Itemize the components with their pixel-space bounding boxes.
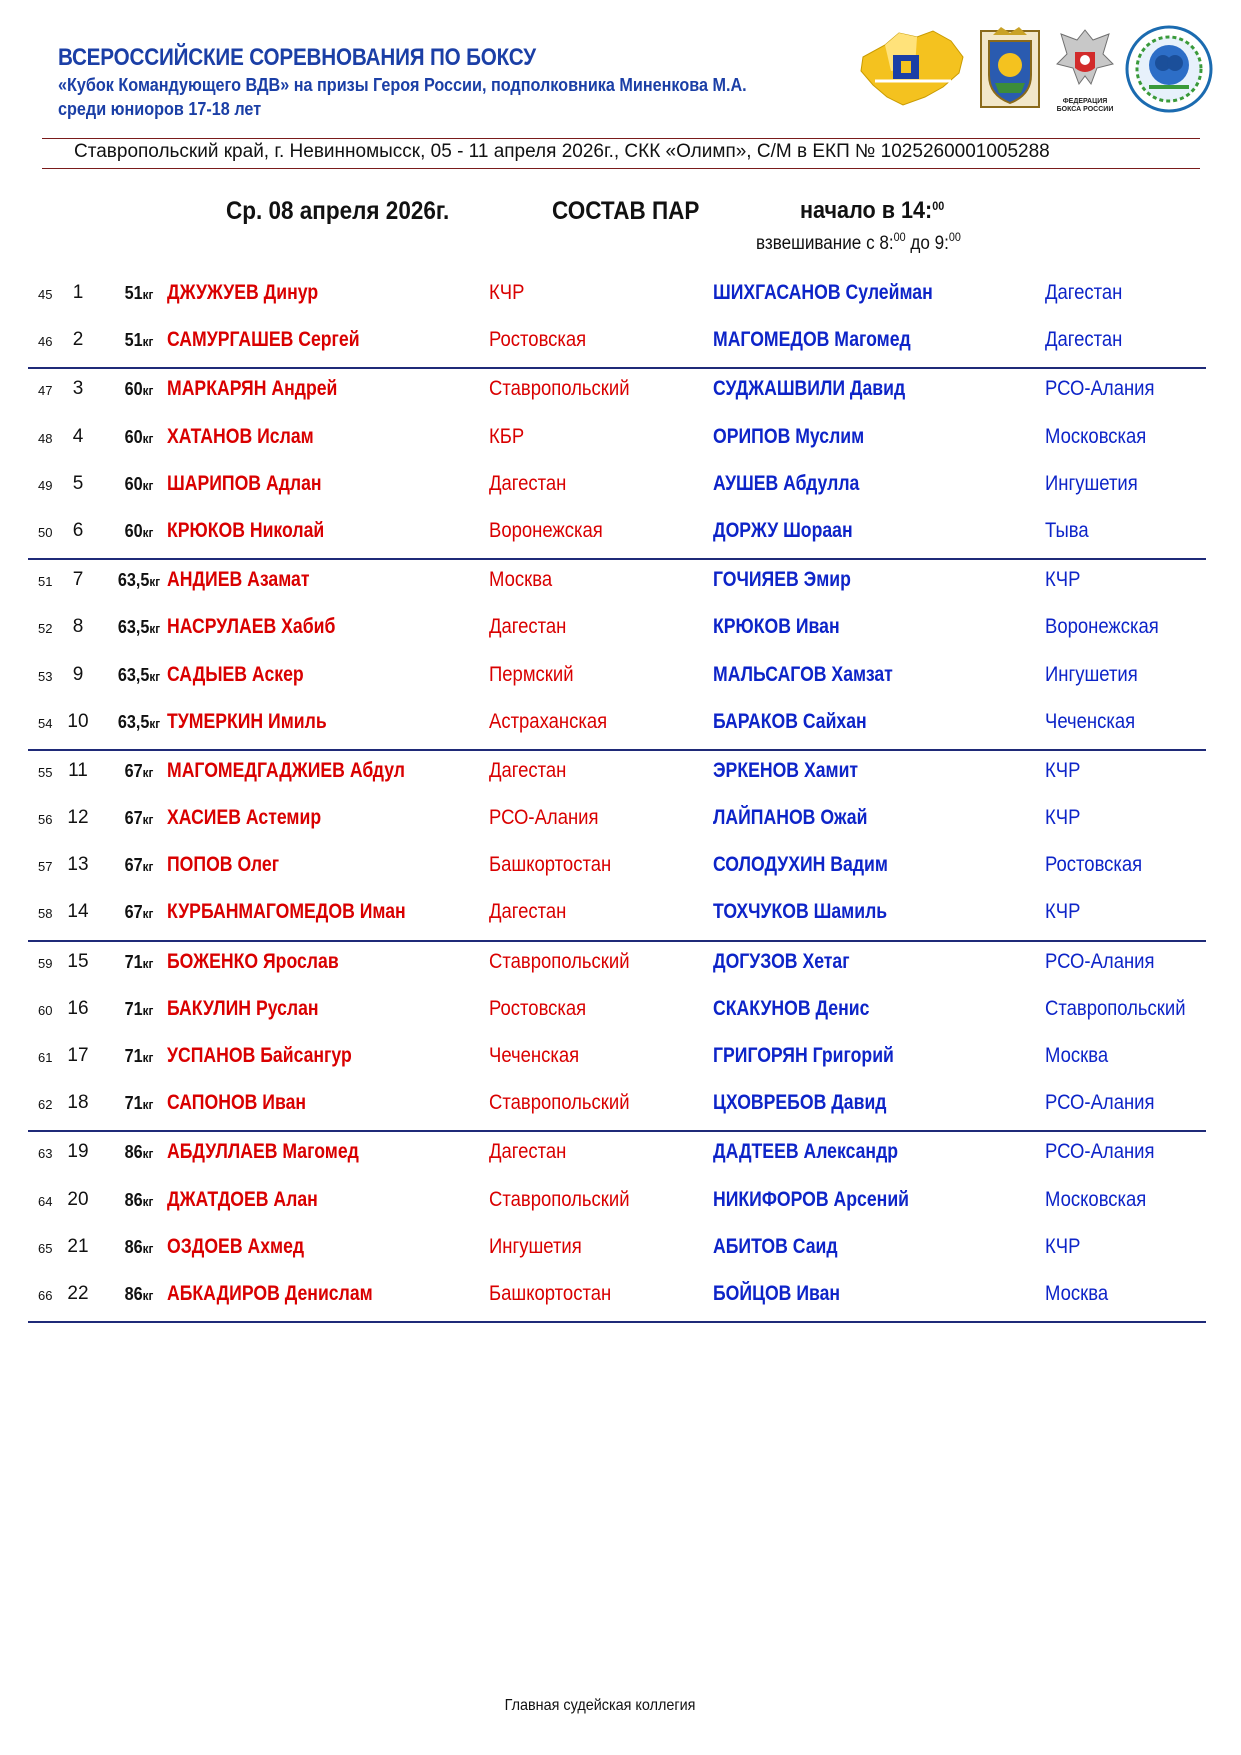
table-row	[28, 320, 1206, 367]
bout-number: 2	[72, 329, 84, 351]
table-row	[28, 702, 1206, 749]
red-corner-region: Ингушетия	[489, 1234, 582, 1258]
red-corner-region: Башкортостан	[489, 1281, 612, 1305]
bout-number: 3	[72, 378, 84, 400]
row-number: 62	[38, 1097, 53, 1113]
bout-number: 17	[67, 1045, 89, 1066]
red-corner-boxer: ОЗДОЕВ Ахмед	[167, 1234, 305, 1258]
row-number: 65	[38, 1240, 53, 1256]
row-number: 61	[38, 1050, 53, 1065]
weight-class: 60кг	[124, 426, 154, 447]
weight-group	[28, 1132, 1206, 1323]
red-corner-region: Ставропольский	[489, 1091, 630, 1115]
row-number: 57	[38, 859, 53, 875]
red-corner-region: Москва	[489, 568, 553, 592]
red-corner-boxer: МАРКАРЯН Андрей	[167, 377, 338, 401]
table-row	[28, 845, 1206, 892]
blue-corner-region: Ингушетия	[1045, 471, 1138, 495]
row-number: 49	[38, 477, 53, 493]
blue-corner-region: Московская	[1045, 424, 1147, 448]
blue-corner-boxer: ОРИПОВ Муслим	[713, 424, 865, 448]
row-number: 53	[38, 668, 53, 684]
bout-number: 19	[67, 1141, 89, 1163]
bout-number: 13	[67, 854, 89, 876]
red-corner-region: Пермский	[489, 662, 574, 686]
table-row	[28, 369, 1206, 416]
weight-class: 86кг	[124, 1189, 154, 1210]
bout-number: 20	[67, 1188, 89, 1210]
eagle-emblem-icon	[1053, 24, 1117, 114]
row-number: 45	[38, 287, 53, 302]
table-row	[28, 942, 1206, 989]
row-number: 55	[38, 764, 53, 780]
weight-class: 71кг	[124, 998, 154, 1019]
red-corner-boxer: МАГОМЕДГАДЖИЕВ Абдул	[167, 758, 405, 782]
blue-corner-boxer: СОЛОДУХИН Вадим	[713, 853, 888, 877]
blue-corner-region: Воронежская	[1045, 615, 1159, 639]
red-corner-region: Астраханская	[489, 709, 608, 733]
weight-class: 71кг	[124, 951, 154, 972]
row-number: 59	[38, 955, 53, 971]
blue-corner-boxer: НИКИФОРОВ Арсений	[713, 1187, 910, 1211]
row-number: 60	[38, 1002, 53, 1018]
red-corner-region: Ставропольский	[489, 377, 630, 401]
table-row	[28, 417, 1206, 464]
bout-number: 12	[67, 807, 89, 829]
red-corner-region: Ростовская	[489, 996, 587, 1020]
blue-corner-region: Ингушетия	[1045, 662, 1138, 686]
weight-group	[28, 942, 1206, 1133]
table-row	[28, 1180, 1206, 1227]
blue-corner-region: РСО-Алания	[1045, 377, 1155, 401]
competition-age-group: среди юниоров 17-18 лет	[58, 99, 262, 119]
table-row	[28, 464, 1206, 511]
weight-group	[28, 751, 1206, 942]
blue-corner-region: РСО-Алания	[1045, 949, 1155, 973]
row-number: 48	[38, 430, 53, 446]
red-corner-boxer: ХАСИЕВ Астемир	[167, 806, 322, 830]
red-corner-boxer: АНДИЕВ Азамат	[167, 568, 310, 592]
table-row	[28, 560, 1206, 607]
red-corner-boxer: ХАТАНОВ Ислам	[167, 424, 314, 448]
blue-corner-region: КЧР	[1045, 1234, 1081, 1258]
table-row	[28, 798, 1206, 845]
blue-corner-boxer: МАГОМЕДОВ Магомед	[713, 328, 911, 352]
pairs-title: СОСТАВ ПАР	[552, 197, 700, 225]
row-number: 51	[38, 574, 53, 590]
weight-class: 86кг	[124, 1236, 154, 1257]
weight-class: 67кг	[124, 855, 154, 876]
red-corner-boxer: САМУРГАШЕВ Сергей	[167, 328, 360, 352]
table-row	[28, 607, 1206, 654]
table-row	[28, 1132, 1206, 1179]
row-number: 50	[38, 524, 53, 540]
blue-corner-region: Тыва	[1045, 518, 1089, 542]
blue-corner-boxer: ДОГУЗОВ Хетаг	[713, 949, 850, 973]
table-row	[28, 989, 1206, 1036]
row-number: 56	[38, 812, 53, 828]
blue-corner-boxer: ЛАЙПАНОВ Ожай	[713, 806, 868, 830]
bout-number: 8	[72, 616, 84, 638]
blue-corner-region: КЧР	[1045, 900, 1081, 924]
red-corner-region: Дагестан	[489, 900, 567, 924]
blue-corner-region: Московская	[1045, 1187, 1147, 1211]
weigh-in-time: взвешивание с 8:$^{00}$ до 9:$^{00}$	[756, 230, 961, 254]
red-corner-boxer: КУРБАНМАГОМЕДОВ Иман	[167, 900, 406, 924]
blue-corner-boxer: ШИХГАСАНОВ Сулейман	[713, 281, 933, 304]
row-number: 46	[38, 334, 53, 350]
bout-number: 15	[67, 950, 89, 972]
blue-corner-boxer: ДОРЖУ Шораан	[713, 518, 853, 542]
red-corner-boxer: ДЖАТДОЕВ Алан	[167, 1187, 318, 1211]
document-header	[58, 44, 858, 120]
row-number: 52	[38, 621, 53, 637]
header-rule-bottom	[42, 168, 1200, 169]
start-time: начало в 14:$^{00}$	[800, 197, 945, 224]
red-corner-region: Ставропольский	[489, 949, 630, 973]
blue-corner-boxer: ГОЧИЯЕВ Эмир	[713, 568, 851, 592]
weight-class: 60кг	[124, 520, 154, 541]
red-corner-region: Ростовская	[489, 328, 587, 352]
table-row	[28, 1274, 1206, 1321]
red-corner-region: Чеченская	[489, 1044, 580, 1067]
blue-corner-region: Москва	[1045, 1044, 1109, 1067]
red-corner-region: Дагестан	[489, 758, 567, 782]
schedule-bar	[0, 197, 1241, 257]
red-corner-boxer: БАКУЛИН Руслан	[167, 996, 319, 1020]
bout-number: 18	[67, 1092, 89, 1114]
weight-class: 63,5кг	[117, 664, 161, 685]
stavropol-map-icon	[855, 27, 967, 111]
blue-corner-boxer: БАРАКОВ Сайхан	[713, 709, 867, 733]
weight-group	[28, 560, 1206, 751]
bouts-table	[28, 273, 1206, 1323]
weight-class: 60кг	[124, 379, 154, 400]
table-row	[28, 1083, 1206, 1130]
red-corner-region: Башкортостан	[489, 853, 612, 877]
row-number: 66	[38, 1287, 53, 1303]
weight-class: 51кг	[124, 283, 154, 303]
blue-corner-region: Ростовская	[1045, 853, 1143, 877]
row-number: 64	[38, 1193, 53, 1209]
blue-corner-boxer: СУДЖАШВИЛИ Давид	[713, 377, 906, 401]
bout-number: 22	[67, 1282, 89, 1304]
blue-corner-boxer: ГРИГОРЯН Григорий	[713, 1044, 894, 1067]
red-corner-boxer: САДЫЕВ Аскер	[167, 662, 304, 686]
blue-corner-boxer: ТОХЧУКОВ Шамиль	[713, 900, 888, 924]
bout-number: 9	[72, 663, 84, 685]
event-date: Ср. 08 апреля 2026г.	[226, 197, 450, 225]
blue-corner-boxer: МАЛЬСАГОВ Хамзат	[713, 662, 893, 686]
competition-title: ВСЕРОССИЙСКИЕ СОРЕВНОВАНИЯ ПО БОКСУ	[58, 44, 536, 71]
bout-number: 4	[72, 425, 84, 447]
red-corner-region: РСО-Алания	[489, 806, 599, 830]
bout-number: 7	[72, 569, 84, 591]
blue-corner-boxer: АБИТОВ Саид	[713, 1234, 838, 1258]
bout-number: 5	[72, 472, 84, 494]
blue-corner-boxer: ЦХОВРЕБОВ Давид	[713, 1091, 887, 1115]
coat-of-arms-icon	[975, 25, 1045, 113]
blue-corner-region: РСО-Алания	[1045, 1140, 1155, 1164]
blue-corner-boxer: ДАДТЕЕВ Александр	[713, 1140, 899, 1164]
blue-corner-boxer: СКАКУНОВ Денис	[713, 996, 870, 1020]
blue-corner-boxer: ЭРКЕНОВ Хамит	[713, 758, 859, 782]
bout-number: 14	[67, 901, 89, 923]
bout-number: 6	[72, 519, 84, 541]
blue-corner-boxer: АУШЕВ Абдулла	[713, 471, 860, 495]
blue-corner-region: Чеченская	[1045, 709, 1136, 733]
judges-panel-label: Главная судейская коллегия	[505, 1697, 696, 1714]
weight-class: 63,5кг	[117, 570, 161, 591]
blue-corner-region: Дагестан	[1045, 328, 1123, 352]
bout-number: 16	[67, 997, 89, 1019]
blue-corner-boxer: БОЙЦОВ Иван	[713, 1281, 841, 1305]
row-number: 54	[38, 715, 53, 731]
red-corner-region: Дагестан	[489, 471, 567, 495]
red-corner-region: КЧР	[489, 281, 525, 304]
bout-number: 1	[72, 282, 84, 303]
bout-number: 10	[67, 710, 89, 732]
venue-line: Ставропольский край, г. Невинномысск, 05 - 11 апреля 2026г., СКК «Олимп», С/М в ЕКП № 1025260001005288	[74, 141, 1050, 162]
row-number: 58	[38, 906, 53, 922]
weight-class: 71кг	[124, 1093, 154, 1114]
red-corner-boxer: НАСРУЛАЕВ Хабиб	[167, 615, 336, 639]
bout-number: 21	[67, 1235, 89, 1257]
blue-corner-region: РСО-Алания	[1045, 1091, 1155, 1115]
table-row	[28, 655, 1206, 702]
red-corner-boxer: УСПАНОВ Байсангур	[167, 1044, 352, 1067]
blue-corner-region: КЧР	[1045, 568, 1081, 592]
table-row	[28, 892, 1206, 939]
weight-class: 60кг	[124, 473, 154, 494]
blue-corner-region: Дагестан	[1045, 281, 1123, 304]
vdv-boxing-union-icon	[1125, 25, 1213, 113]
red-corner-boxer: АБКАДИРОВ Денислам	[167, 1281, 373, 1305]
table-row	[28, 511, 1206, 558]
federation-caption: ФЕДЕРАЦИЯ БОКСА РОССИИ	[1056, 98, 1114, 113]
weight-group	[28, 369, 1206, 560]
table-row	[28, 1036, 1206, 1083]
weight-class: 71кг	[124, 1046, 154, 1066]
competition-subtitle: «Кубок Командующего ВДВ» на призы Героя России, подполковника Миненкова М.А.	[58, 75, 747, 95]
table-row	[28, 751, 1206, 798]
weight-class: 51кг	[124, 330, 154, 351]
weight-class: 86кг	[124, 1142, 154, 1163]
red-corner-boxer: АБДУЛЛАЕВ Магомед	[167, 1140, 359, 1164]
red-corner-region: Воронежская	[489, 518, 603, 542]
weight-class: 67кг	[124, 902, 154, 923]
red-corner-boxer: ДЖУЖУЕВ Динур	[167, 281, 319, 304]
table-row	[28, 273, 1206, 320]
weight-group	[28, 273, 1206, 369]
weight-class: 67кг	[124, 808, 154, 829]
red-corner-boxer: ШАРИПОВ Адлан	[167, 471, 322, 495]
logo-strip	[855, 24, 1213, 114]
weight-class: 67кг	[124, 760, 154, 781]
blue-corner-region: КЧР	[1045, 758, 1081, 782]
red-corner-boxer: ПОПОВ Олег	[167, 853, 280, 877]
row-number: 47	[38, 383, 53, 399]
red-corner-region: Дагестан	[489, 1140, 567, 1164]
weight-class: 86кг	[124, 1283, 154, 1304]
weight-class: 63,5кг	[117, 617, 161, 638]
red-corner-boxer: САПОНОВ Иван	[167, 1091, 307, 1115]
header-rule-top	[42, 138, 1200, 139]
table-row	[28, 1227, 1206, 1274]
red-corner-region: Ставропольский	[489, 1187, 630, 1211]
row-number: 63	[38, 1146, 53, 1162]
blue-corner-region: Москва	[1045, 1281, 1109, 1305]
red-corner-region: Дагестан	[489, 615, 567, 639]
footer	[0, 1697, 1241, 1715]
weight-class: 63,5кг	[117, 711, 161, 732]
blue-corner-region: Ставропольский	[1045, 996, 1186, 1020]
red-corner-boxer: КРЮКОВ Николай	[167, 518, 325, 542]
blue-corner-boxer: КРЮКОВ Иван	[713, 615, 840, 639]
red-corner-region: КБР	[489, 424, 525, 448]
red-corner-boxer: БОЖЕНКО Ярослав	[167, 949, 339, 973]
bout-number: 11	[68, 759, 88, 781]
blue-corner-region: КЧР	[1045, 806, 1081, 830]
red-corner-boxer: ТУМЕРКИН Имиль	[167, 709, 327, 733]
